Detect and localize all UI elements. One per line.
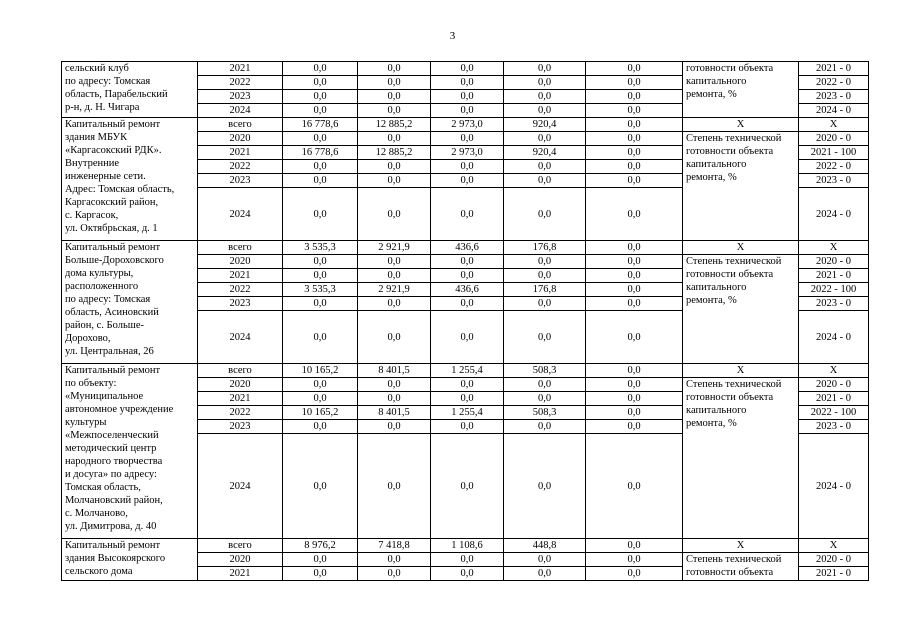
amount-cell-v1: 16 778,6 bbox=[283, 146, 358, 160]
amount-cell-v2: 12 885,2 bbox=[358, 118, 431, 132]
amount-cell-v4: 0,0 bbox=[504, 90, 586, 104]
amount-cell-v5: 0,0 bbox=[586, 241, 683, 255]
target-value: 2024 - 0 bbox=[799, 188, 869, 241]
target-value: 2023 - 0 bbox=[799, 297, 869, 311]
target-value: X bbox=[799, 241, 869, 255]
year-cell: 2023 bbox=[198, 297, 283, 311]
amount-cell-v5: 0,0 bbox=[586, 118, 683, 132]
indicator-name: Степень технической готовности объекта капитального ремонта, % bbox=[683, 255, 799, 364]
year-cell: всего bbox=[198, 539, 283, 553]
amount-cell-v3: 1 108,6 bbox=[431, 539, 504, 553]
amount-cell-v4: 0,0 bbox=[504, 76, 586, 90]
amount-cell-v1: 3 535,3 bbox=[283, 283, 358, 297]
target-value: 2022 - 0 bbox=[799, 160, 869, 174]
amount-cell-v4: 0,0 bbox=[504, 434, 586, 539]
amount-cell-v5: 0,0 bbox=[586, 90, 683, 104]
amount-cell-v2: 2 921,9 bbox=[358, 283, 431, 297]
year-cell: 2022 bbox=[198, 160, 283, 174]
amount-cell-v4: 0,0 bbox=[504, 255, 586, 269]
amount-cell-v5: 0,0 bbox=[586, 76, 683, 90]
amount-cell-v1: 0,0 bbox=[283, 90, 358, 104]
amount-cell-v4: 0,0 bbox=[504, 188, 586, 241]
amount-cell-v3: 0,0 bbox=[431, 420, 504, 434]
amount-cell-v4: 0,0 bbox=[504, 378, 586, 392]
target-value: 2021 - 0 bbox=[799, 62, 869, 76]
amount-cell-v4: 176,8 bbox=[504, 241, 586, 255]
target-value: 2020 - 0 bbox=[799, 132, 869, 146]
amount-cell-v2: 0,0 bbox=[358, 269, 431, 283]
amount-cell-v1: 10 165,2 bbox=[283, 364, 358, 378]
amount-cell-v1: 16 778,6 bbox=[283, 118, 358, 132]
amount-cell-v5: 0,0 bbox=[586, 62, 683, 76]
amount-cell-v2: 0,0 bbox=[358, 76, 431, 90]
amount-cell-v5: 0,0 bbox=[586, 553, 683, 567]
amount-cell-v3: 0,0 bbox=[431, 311, 504, 364]
indicator-x: X bbox=[683, 364, 799, 378]
amount-cell-v5: 0,0 bbox=[586, 364, 683, 378]
amount-cell-v2: 0,0 bbox=[358, 104, 431, 118]
year-cell: 2023 bbox=[198, 420, 283, 434]
year-cell: 2020 bbox=[198, 255, 283, 269]
year-cell: всего bbox=[198, 118, 283, 132]
target-value: 2020 - 0 bbox=[799, 378, 869, 392]
indicator-name: Степень технической готовности объекта капитального ремонта, % bbox=[683, 378, 799, 539]
amount-cell-v5: 0,0 bbox=[586, 146, 683, 160]
amount-cell-v2: 0,0 bbox=[358, 62, 431, 76]
amount-cell-v3: 0,0 bbox=[431, 255, 504, 269]
indicator-name: Степень технической готовности объекта bbox=[683, 553, 799, 581]
year-cell: 2024 bbox=[198, 434, 283, 539]
amount-cell-v5: 0,0 bbox=[586, 255, 683, 269]
object-name: сельский клуб по адресу: Томская область, Парабельский р-н, д. Н. Чигара bbox=[62, 62, 198, 118]
amount-cell-v4: 0,0 bbox=[504, 104, 586, 118]
amount-cell-v4: 508,3 bbox=[504, 364, 586, 378]
table-row bbox=[62, 62, 869, 76]
object-name: Капитальный ремонт здания Высокоярского сельского дома bbox=[62, 539, 198, 581]
amount-cell-v5: 0,0 bbox=[586, 311, 683, 364]
indicator-x: X bbox=[683, 118, 799, 132]
year-cell: 2021 bbox=[198, 392, 283, 406]
target-value: X bbox=[799, 364, 869, 378]
amount-cell-v1: 0,0 bbox=[283, 104, 358, 118]
amount-cell-v3: 0,0 bbox=[431, 567, 504, 581]
amount-cell-v3: 2 973,0 bbox=[431, 146, 504, 160]
year-cell: всего bbox=[198, 241, 283, 255]
year-cell: 2020 bbox=[198, 378, 283, 392]
amount-cell-v3: 0,0 bbox=[431, 62, 504, 76]
amount-cell-v2: 8 401,5 bbox=[358, 364, 431, 378]
amount-cell-v3: 436,6 bbox=[431, 283, 504, 297]
amount-cell-v2: 0,0 bbox=[358, 567, 431, 581]
year-cell: 2023 bbox=[198, 174, 283, 188]
target-value: 2022 - 0 bbox=[799, 76, 869, 90]
amount-cell-v3: 0,0 bbox=[431, 392, 504, 406]
target-value: X bbox=[799, 539, 869, 553]
amount-cell-v5: 0,0 bbox=[586, 539, 683, 553]
amount-cell-v1: 0,0 bbox=[283, 378, 358, 392]
amount-cell-v4: 0,0 bbox=[504, 392, 586, 406]
amount-cell-v2: 0,0 bbox=[358, 188, 431, 241]
object-name: Капитальный ремонт по объекту: «Муниципальное автономное учреждение культуры «Межпоселенческий методический центр народного творчества и досуга» по адресу: Томская область, Молчановский район, с. Молчаново, ул. Димитрова, д. 40 bbox=[62, 364, 198, 539]
amount-cell-v4: 0,0 bbox=[504, 420, 586, 434]
year-cell: 2021 bbox=[198, 62, 283, 76]
amount-cell-v1: 0,0 bbox=[283, 553, 358, 567]
amount-cell-v2: 12 885,2 bbox=[358, 146, 431, 160]
amount-cell-v3: 0,0 bbox=[431, 269, 504, 283]
year-cell: 2021 bbox=[198, 269, 283, 283]
amount-cell-v2: 7 418,8 bbox=[358, 539, 431, 553]
amount-cell-v5: 0,0 bbox=[586, 392, 683, 406]
object-name: Капитальный ремонт здания МБУК «Каргасокский РДК». Внутренние инженерные сети. Адрес: Томская область, Каргасокский район, с. Каргасок, ул. Октябрьская, д. 1 bbox=[62, 118, 198, 241]
amount-cell-v1: 0,0 bbox=[283, 392, 358, 406]
amount-cell-v2: 0,0 bbox=[358, 553, 431, 567]
table-row bbox=[62, 241, 869, 255]
amount-cell-v3: 0,0 bbox=[431, 174, 504, 188]
indicator-name: готовности объекта капитального ремонта, % bbox=[683, 62, 799, 118]
amount-cell-v4: 176,8 bbox=[504, 283, 586, 297]
year-cell: 2023 bbox=[198, 90, 283, 104]
amount-cell-v2: 0,0 bbox=[358, 174, 431, 188]
amount-cell-v5: 0,0 bbox=[586, 420, 683, 434]
target-value: 2021 - 0 bbox=[799, 392, 869, 406]
amount-cell-v3: 2 973,0 bbox=[431, 118, 504, 132]
amount-cell-v2: 0,0 bbox=[358, 255, 431, 269]
year-cell: 2022 bbox=[198, 76, 283, 90]
year-cell: 2024 bbox=[198, 104, 283, 118]
amount-cell-v5: 0,0 bbox=[586, 160, 683, 174]
amount-cell-v3: 0,0 bbox=[431, 553, 504, 567]
amount-cell-v2: 0,0 bbox=[358, 160, 431, 174]
year-cell: 2022 bbox=[198, 406, 283, 420]
amount-cell-v1: 0,0 bbox=[283, 160, 358, 174]
program-table bbox=[61, 61, 869, 581]
amount-cell-v5: 0,0 bbox=[586, 567, 683, 581]
target-value: 2024 - 0 bbox=[799, 104, 869, 118]
amount-cell-v2: 0,0 bbox=[358, 297, 431, 311]
table-row bbox=[62, 118, 869, 132]
amount-cell-v1: 10 165,2 bbox=[283, 406, 358, 420]
amount-cell-v1: 0,0 bbox=[283, 188, 358, 241]
amount-cell-v1: 0,0 bbox=[283, 567, 358, 581]
amount-cell-v2: 0,0 bbox=[358, 434, 431, 539]
amount-cell-v4: 920,4 bbox=[504, 146, 586, 160]
amount-cell-v1: 0,0 bbox=[283, 174, 358, 188]
target-value: 2023 - 0 bbox=[799, 420, 869, 434]
amount-cell-v5: 0,0 bbox=[586, 132, 683, 146]
target-value: 2020 - 0 bbox=[799, 255, 869, 269]
amount-cell-v4: 508,3 bbox=[504, 406, 586, 420]
amount-cell-v4: 0,0 bbox=[504, 567, 586, 581]
amount-cell-v3: 0,0 bbox=[431, 297, 504, 311]
amount-cell-v3: 0,0 bbox=[431, 90, 504, 104]
amount-cell-v1: 8 976,2 bbox=[283, 539, 358, 553]
amount-cell-v3: 1 255,4 bbox=[431, 406, 504, 420]
amount-cell-v1: 0,0 bbox=[283, 255, 358, 269]
amount-cell-v4: 0,0 bbox=[504, 174, 586, 188]
amount-cell-v2: 0,0 bbox=[358, 420, 431, 434]
amount-cell-v4: 0,0 bbox=[504, 132, 586, 146]
amount-cell-v1: 0,0 bbox=[283, 132, 358, 146]
indicator-x: X bbox=[683, 241, 799, 255]
amount-cell-v3: 0,0 bbox=[431, 188, 504, 241]
amount-cell-v1: 3 535,3 bbox=[283, 241, 358, 255]
year-cell: 2024 bbox=[198, 188, 283, 241]
amount-cell-v5: 0,0 bbox=[586, 434, 683, 539]
amount-cell-v1: 0,0 bbox=[283, 311, 358, 364]
year-cell: 2021 bbox=[198, 146, 283, 160]
amount-cell-v5: 0,0 bbox=[586, 269, 683, 283]
target-value: 2024 - 0 bbox=[799, 434, 869, 539]
target-value: 2024 - 0 bbox=[799, 311, 869, 364]
target-value: 2020 - 0 bbox=[799, 553, 869, 567]
amount-cell-v2: 0,0 bbox=[358, 311, 431, 364]
amount-cell-v2: 8 401,5 bbox=[358, 406, 431, 420]
target-value: 2021 - 0 bbox=[799, 567, 869, 581]
indicator-name: Степень технической готовности объекта капитального ремонта, % bbox=[683, 132, 799, 241]
object-name: Капитальный ремонт Больше-Дороховского дома культуры, расположенного по адресу: Томская область, Асиновский район, с. Больше- Дорохово, ул. Центральная, 26 bbox=[62, 241, 198, 364]
year-cell: 2021 bbox=[198, 567, 283, 581]
target-value: 2021 - 100 bbox=[799, 146, 869, 160]
amount-cell-v1: 0,0 bbox=[283, 62, 358, 76]
target-value: X bbox=[799, 118, 869, 132]
amount-cell-v3: 0,0 bbox=[431, 104, 504, 118]
amount-cell-v3: 0,0 bbox=[431, 434, 504, 539]
year-cell: 2020 bbox=[198, 132, 283, 146]
amount-cell-v5: 0,0 bbox=[586, 406, 683, 420]
amount-cell-v4: 448,8 bbox=[504, 539, 586, 553]
amount-cell-v3: 0,0 bbox=[431, 378, 504, 392]
table-row bbox=[62, 364, 869, 378]
amount-cell-v3: 0,0 bbox=[431, 132, 504, 146]
amount-cell-v3: 1 255,4 bbox=[431, 364, 504, 378]
amount-cell-v3: 0,0 bbox=[431, 160, 504, 174]
amount-cell-v4: 0,0 bbox=[504, 269, 586, 283]
target-value: 2021 - 0 bbox=[799, 269, 869, 283]
amount-cell-v4: 0,0 bbox=[504, 297, 586, 311]
amount-cell-v5: 0,0 bbox=[586, 283, 683, 297]
amount-cell-v5: 0,0 bbox=[586, 297, 683, 311]
year-cell: 2020 bbox=[198, 553, 283, 567]
amount-cell-v2: 0,0 bbox=[358, 132, 431, 146]
amount-cell-v1: 0,0 bbox=[283, 420, 358, 434]
amount-cell-v5: 0,0 bbox=[586, 104, 683, 118]
year-cell: 2022 bbox=[198, 283, 283, 297]
amount-cell-v1: 0,0 bbox=[283, 297, 358, 311]
target-value: 2023 - 0 bbox=[799, 90, 869, 104]
amount-cell-v1: 0,0 bbox=[283, 269, 358, 283]
amount-cell-v2: 0,0 bbox=[358, 392, 431, 406]
amount-cell-v4: 920,4 bbox=[504, 118, 586, 132]
amount-cell-v5: 0,0 bbox=[586, 188, 683, 241]
amount-cell-v2: 0,0 bbox=[358, 90, 431, 104]
amount-cell-v1: 0,0 bbox=[283, 76, 358, 90]
target-value: 2023 - 0 bbox=[799, 174, 869, 188]
table-row bbox=[62, 539, 869, 553]
amount-cell-v5: 0,0 bbox=[586, 174, 683, 188]
amount-cell-v2: 0,0 bbox=[358, 378, 431, 392]
target-value: 2022 - 100 bbox=[799, 406, 869, 420]
amount-cell-v3: 436,6 bbox=[431, 241, 504, 255]
amount-cell-v1: 0,0 bbox=[283, 434, 358, 539]
indicator-x: X bbox=[683, 539, 799, 553]
target-value: 2022 - 100 bbox=[799, 283, 869, 297]
amount-cell-v4: 0,0 bbox=[504, 160, 586, 174]
page-number: 3 bbox=[449, 30, 456, 42]
amount-cell-v3: 0,0 bbox=[431, 76, 504, 90]
amount-cell-v4: 0,0 bbox=[504, 553, 586, 567]
amount-cell-v4: 0,0 bbox=[504, 311, 586, 364]
amount-cell-v2: 2 921,9 bbox=[358, 241, 431, 255]
amount-cell-v4: 0,0 bbox=[504, 62, 586, 76]
year-cell: 2024 bbox=[198, 311, 283, 364]
year-cell: всего bbox=[198, 364, 283, 378]
amount-cell-v5: 0,0 bbox=[586, 378, 683, 392]
